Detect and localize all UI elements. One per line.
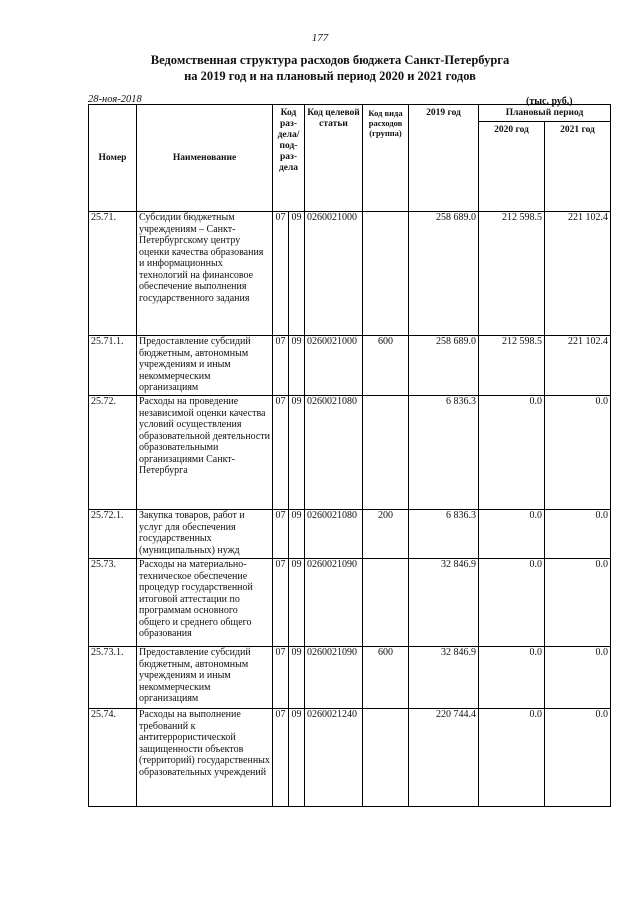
row-type (363, 709, 409, 807)
row-number: 25.73. (89, 559, 137, 647)
header-planned-period: Плановый период (479, 105, 611, 122)
row-section: 07 (273, 336, 289, 396)
row-target: 0260021240 (305, 709, 363, 807)
row-name: Расходы на проведение независимой оценки качества условий осуществления образовательной деятельности образовательными организациями Санкт-Петербурга (137, 396, 273, 510)
row-target: 0260021090 (305, 559, 363, 647)
row-2021: 0.0 (545, 709, 611, 807)
row-name: Закупка товаров, работ и услуг для обеспечения государственных (муниципальных) нужд (137, 510, 273, 559)
row-2020: 0.0 (479, 396, 545, 510)
row-number: 25.71.1. (89, 336, 137, 396)
budget-table (88, 104, 611, 807)
header-2021: 2021 год (545, 122, 611, 212)
row-subsection: 09 (289, 709, 305, 807)
row-2019: 32 846.9 (409, 559, 479, 647)
row-2019: 258 689.0 (409, 336, 479, 396)
row-2020: 212 598.5 (479, 212, 545, 336)
row-section: 07 (273, 396, 289, 510)
row-type (363, 212, 409, 336)
row-section: 07 (273, 559, 289, 647)
row-subsection: 09 (289, 212, 305, 336)
row-number: 25.74. (89, 709, 137, 807)
row-subsection: 09 (289, 559, 305, 647)
header-target-code: Код целевой статьи (305, 105, 363, 212)
row-target: 0260021000 (305, 336, 363, 396)
row-number: 25.71. (89, 212, 137, 336)
row-name: Предоставление субсидий бюджетным, автономным учреждениям и иным некоммерческим организациям (137, 336, 273, 396)
row-subsection: 09 (289, 647, 305, 709)
row-number: 25.73.1. (89, 647, 137, 709)
units-label: (тыс. руб.) (526, 96, 573, 107)
table-row (89, 647, 611, 709)
row-2019: 258 689.0 (409, 212, 479, 336)
row-subsection: 09 (289, 396, 305, 510)
header-number: Номер (89, 105, 137, 212)
table-row (89, 336, 611, 396)
row-target: 0260021080 (305, 396, 363, 510)
row-subsection: 09 (289, 336, 305, 396)
row-type: 600 (363, 336, 409, 396)
table-row (89, 510, 611, 559)
row-type (363, 396, 409, 510)
row-number: 25.72.1. (89, 510, 137, 559)
row-2021: 0.0 (545, 559, 611, 647)
header-section-code: Код раз- дела/ под- раз- дела (273, 105, 305, 212)
row-section: 07 (273, 647, 289, 709)
row-2021: 221 102.4 (545, 336, 611, 396)
header-name: Наименование (137, 105, 273, 212)
row-2019: 6 836.3 (409, 396, 479, 510)
row-target: 0260021090 (305, 647, 363, 709)
row-2020: 0.0 (479, 510, 545, 559)
row-2020: 0.0 (479, 709, 545, 807)
row-name: Расходы на материально-техническое обеспечение процедур государственной итоговой аттестации по программам основного общего и среднего общего образования (137, 559, 273, 647)
row-2021: 221 102.4 (545, 212, 611, 336)
document-date: 28-ноя-2018 (88, 94, 142, 105)
row-2020: 0.0 (479, 559, 545, 647)
row-type: 200 (363, 510, 409, 559)
row-section: 07 (273, 709, 289, 807)
title-line-2: на 2019 год и на плановый период 2020 и 2021 годов (184, 69, 476, 83)
row-2021: 0.0 (545, 396, 611, 510)
row-2020: 0.0 (479, 647, 545, 709)
row-section: 07 (273, 212, 289, 336)
row-section: 07 (273, 510, 289, 559)
document-title (60, 52, 600, 84)
row-subsection: 09 (289, 510, 305, 559)
table-row (89, 709, 611, 807)
table-row (89, 559, 611, 647)
row-2020: 212 598.5 (479, 336, 545, 396)
row-number: 25.72. (89, 396, 137, 510)
row-name: Расходы на выполнение требований к антитеррористической защищенности объектов (территорий) государственных образовательных учреждений (137, 709, 273, 807)
header-expense-type: Код вида расходов (группа) (363, 105, 409, 212)
title-line-1: Ведомственная структура расходов бюджета Санкт-Петербурга (150, 53, 510, 67)
row-2021: 0.0 (545, 510, 611, 559)
row-target: 0260021000 (305, 212, 363, 336)
row-2019: 32 846.9 (409, 647, 479, 709)
row-name: Субсидии бюджетным учреждениям – Санкт-Петербургскому центру оценки качества образования и информационных технологий на финансовое обеспечение выполнения государственного задания (137, 212, 273, 336)
row-2019: 220 744.4 (409, 709, 479, 807)
row-target: 0260021080 (305, 510, 363, 559)
row-2019: 6 836.3 (409, 510, 479, 559)
row-2021: 0.0 (545, 647, 611, 709)
header-2020: 2020 год (479, 122, 545, 212)
row-type: 600 (363, 647, 409, 709)
table-row (89, 396, 611, 510)
page-number: 177 (311, 32, 329, 44)
header-2019: 2019 год (409, 105, 479, 212)
row-type (363, 559, 409, 647)
row-name: Предоставление субсидий бюджетным, автономным учреждениям и иным некоммерческим организациям (137, 647, 273, 709)
table-row (89, 212, 611, 336)
